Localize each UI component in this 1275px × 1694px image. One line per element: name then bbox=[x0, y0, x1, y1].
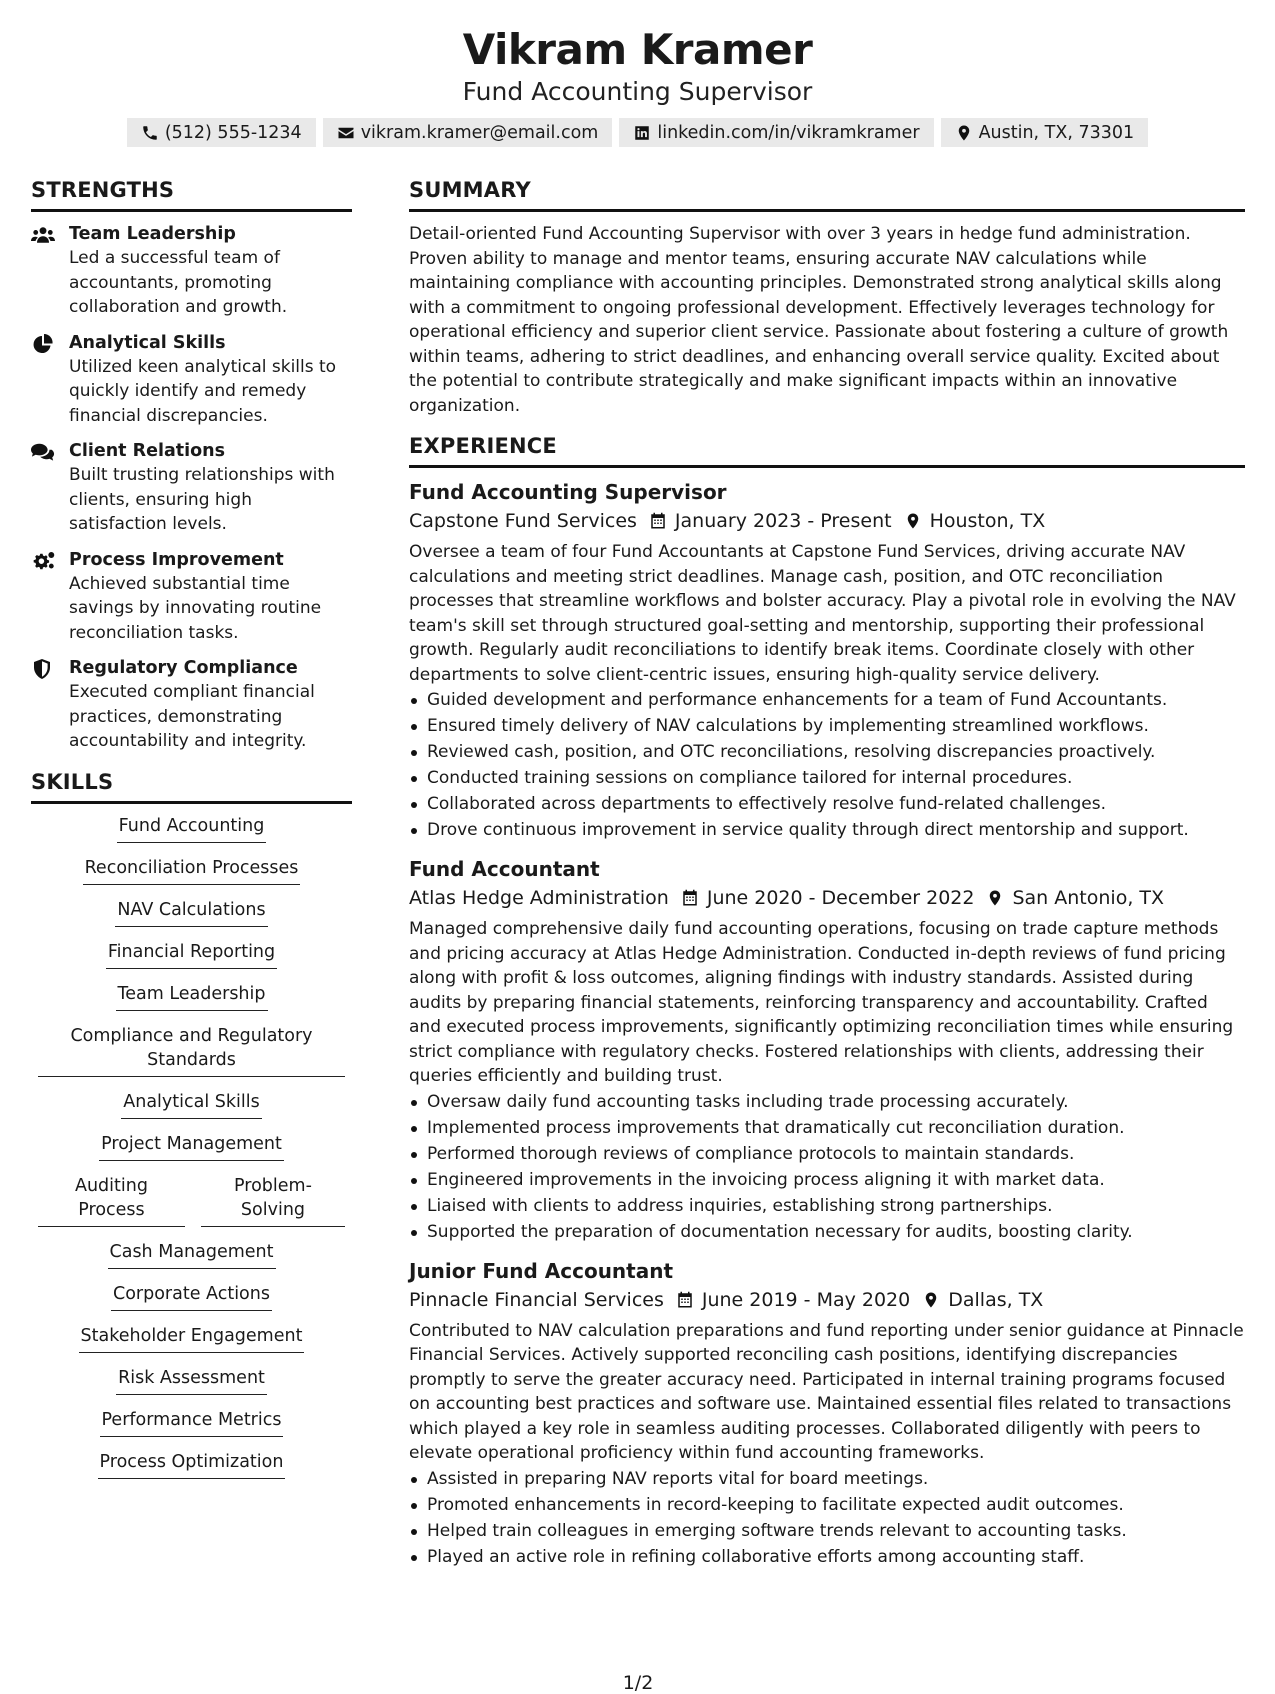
comments-icon bbox=[31, 442, 55, 462]
job-bullets bbox=[409, 1089, 1245, 1245]
job-location: San Antonio, TX bbox=[1012, 887, 1165, 909]
strength-description: Achieved substantial time savings by innovating routine reconciliation tasks. bbox=[69, 573, 322, 643]
skill-tag: Auditing Process bbox=[38, 1174, 185, 1227]
job-bullets bbox=[409, 687, 1245, 843]
skill-tag: Performance Metrics bbox=[100, 1408, 284, 1437]
strength-title: Client Relations bbox=[69, 441, 226, 461]
job-bullet: Oversaw daily fund accounting tasks including trade processing accurately. bbox=[409, 1089, 1245, 1115]
job-bullet: Promoted enhancements in record-keeping to facilitate expected audit outcomes. bbox=[409, 1492, 1245, 1518]
job-bullet: Ensured timely delivery of NAV calculations by implementing streamlined workflows. bbox=[409, 713, 1245, 739]
skills-heading: SKILLS bbox=[31, 768, 352, 804]
candidate-name: Vikram Kramer bbox=[462, 25, 813, 74]
skill-tag: Cash Management bbox=[108, 1240, 276, 1269]
job-entry bbox=[409, 855, 1245, 1245]
job-dates: June 2020 - December 2022 bbox=[706, 887, 975, 909]
calendar-icon bbox=[649, 512, 667, 530]
job-location: Houston, TX bbox=[929, 510, 1046, 532]
skills-section bbox=[31, 768, 352, 1479]
job-description: Oversee a team of four Fund Accountants at Capstone Fund Services, driving accurate NAV calculations and meeting strict deadlines. Manage cash, position, and OTC reconciliation processes that streamline workflows and bolster accuracy. Play a pivotal role in evolving the NAV team's skill set through structured goal-setting and mentorship, supporting their professional growth. Regularly audit reconciliations to identify break items. Coordinate closely with other departments to solve client-centric issues, ensuring high-quality service delivery. bbox=[409, 542, 1236, 685]
job-bullets bbox=[409, 1466, 1245, 1570]
strength-item bbox=[31, 548, 352, 646]
job-bullet: Helped train colleagues in emerging software trends relevant to accounting tasks. bbox=[409, 1518, 1245, 1544]
strengths-heading: STRENGTHS bbox=[31, 176, 352, 212]
calendar-icon bbox=[676, 1291, 694, 1309]
calendar-icon bbox=[681, 889, 699, 907]
job-bullet: Liaised with clients to address inquiries, establishing strong partnerships. bbox=[409, 1193, 1245, 1219]
job-bullet: Engineered improvements in the invoicing process aligning it with market data. bbox=[409, 1167, 1245, 1193]
skills-list bbox=[31, 814, 352, 1479]
map-pin-icon bbox=[904, 512, 922, 530]
right-column bbox=[409, 176, 1245, 1582]
skill-tag: Stakeholder Engagement bbox=[79, 1324, 305, 1353]
strength-title: Regulatory Compliance bbox=[69, 658, 298, 678]
strength-description: Led a successful team of accountants, promoting collaboration and growth. bbox=[69, 248, 288, 317]
skill-tag: Project Management bbox=[99, 1132, 284, 1161]
job-bullet: Guided development and performance enhancements for a team of Fund Accountants. bbox=[409, 687, 1245, 713]
job-title: Fund Accountant bbox=[409, 857, 600, 881]
experience-heading: EXPERIENCE bbox=[409, 432, 1245, 468]
strength-description: Utilized keen analytical skills to quickly identify and remedy financial discrepancies. bbox=[69, 356, 337, 426]
skill-tag: Process Optimization bbox=[98, 1450, 286, 1479]
contact-bar bbox=[0, 118, 1275, 147]
job-bullet: Drove continuous improvement in service quality through direct mentorship and support. bbox=[409, 817, 1245, 843]
map-pin-icon bbox=[986, 889, 1004, 907]
map-pin-icon bbox=[922, 1291, 940, 1309]
skill-tag: Corporate Actions bbox=[111, 1282, 272, 1311]
strength-description: Built trusting relationships with clients, ensuring high satisfaction levels. bbox=[69, 465, 335, 534]
job-meta bbox=[409, 1285, 1245, 1315]
summary-heading: SUMMARY bbox=[409, 176, 1245, 212]
job-dates: June 2019 - May 2020 bbox=[701, 1288, 911, 1311]
skill-tag: Reconciliation Processes bbox=[83, 856, 301, 885]
contact-linkedin[interactable] bbox=[619, 118, 933, 147]
job-description: Contributed to NAV calculation preparations and fund reporting under senior guidance at Pinnacle Financial Services. Actively supported reconciling cash positions, identifying discrepancies promptly to serve the greater accuracy need. Participated in internal training programs focused on accounting best practices and software use. Maintained essential files related to transactions which played a key role in seamless auditing processes. Collaborated diligently with peers to elevate operational proficiency within fund accounting frameworks. bbox=[409, 1320, 1244, 1463]
strength-title: Team Leadership bbox=[69, 224, 236, 244]
job-company: Capstone Fund Services bbox=[409, 510, 637, 532]
summary-text: Detail-oriented Fund Accounting Supervisor with over 3 years in hedge fund administration. Proven ability to manage and mentor teams, ensuring accurate NAV calculations while maintaining compliance with accounting principles. Demonstrated strong analytical skills along with a commitment to ongoing professional development. Effectively leverages technology for operational efficiency and superior client service. Passionate about fostering a culture of growth within teams, adhering to strict deadlines, and enhancing overall service quality. Excited about the potential to contribute strategically and make significant impacts within an innovative organization. bbox=[409, 224, 1229, 416]
job-meta bbox=[409, 883, 1245, 913]
job-bullet: Performed thorough reviews of compliance protocols to maintain standards. bbox=[409, 1141, 1245, 1167]
skill-tag: Fund Accounting bbox=[117, 814, 267, 843]
job-title: Fund Accounting Supervisor bbox=[409, 480, 727, 504]
phone-icon bbox=[141, 124, 159, 142]
job-description: Managed comprehensive daily fund accounting operations, focusing on trade capture methods and pricing accuracy at Atlas Hedge Administration. Conducted in-depth reviews of fund pricing along with profit & loss outcomes, aligning findings with industry standards. Assisted during audits by preparing financial statements, reinforcing transparency and accountability. Crafted and executed process improvements, significantly optimizing reconciliation times while ensuring strict compliance with regulatory checks. Fostered relationships with clients, addressing their queries efficiently and building trust. bbox=[409, 919, 1234, 1086]
contact-text: vikram.kramer@email.com bbox=[360, 122, 599, 143]
page-number: 1/2 bbox=[622, 1672, 654, 1694]
job-bullet: Implemented process improvements that dramatically cut reconciliation duration. bbox=[409, 1115, 1245, 1141]
strength-title: Analytical Skills bbox=[69, 332, 226, 353]
skill-tag: NAV Calculations bbox=[115, 898, 267, 927]
contact-text: Austin, TX, 73301 bbox=[978, 122, 1135, 143]
job-bullet: Conducted training sessions on compliance tailored for internal procedures. bbox=[409, 765, 1245, 791]
skill-tag: Problem-Solving bbox=[201, 1174, 345, 1227]
skill-tag: Risk Assessment bbox=[116, 1366, 267, 1395]
job-bullet: Reviewed cash, position, and OTC reconciliations, resolving discrepancies proactively. bbox=[409, 739, 1245, 765]
job-bullet: Assisted in preparing NAV reports vital for board meetings. bbox=[409, 1466, 1245, 1492]
skill-tag: Analytical Skills bbox=[121, 1090, 261, 1119]
contact-location bbox=[941, 118, 1149, 147]
job-entry bbox=[409, 1257, 1245, 1570]
job-company: Atlas Hedge Administration bbox=[409, 887, 669, 909]
job-dates: January 2023 - Present bbox=[674, 510, 892, 532]
skill-tag: Compliance and Regulatory Standards bbox=[38, 1024, 345, 1077]
strength-item bbox=[31, 439, 352, 537]
contact-email[interactable] bbox=[323, 118, 613, 147]
pie-chart-icon bbox=[31, 334, 55, 354]
job-title: Junior Fund Accountant bbox=[409, 1258, 674, 1283]
strength-item bbox=[31, 331, 352, 429]
skill-tag: Financial Reporting bbox=[106, 940, 277, 969]
contact-text: linkedin.com/in/vikramkramer bbox=[657, 122, 920, 143]
strength-item bbox=[31, 222, 352, 320]
candidate-role: Fund Accounting Supervisor bbox=[462, 77, 813, 106]
contact-phone bbox=[127, 118, 316, 147]
job-entry bbox=[409, 478, 1245, 843]
strength-item bbox=[31, 656, 352, 754]
envelope-icon bbox=[337, 124, 355, 142]
job-bullet: Supported the preparation of documentation necessary for audits, boosting clarity. bbox=[409, 1219, 1245, 1245]
resume-header bbox=[0, 0, 1275, 147]
job-bullet: Played an active role in refining collaborative efforts among accounting staff. bbox=[409, 1544, 1245, 1570]
gears-icon bbox=[31, 551, 55, 571]
linkedin-icon bbox=[633, 124, 651, 142]
strength-description: Executed compliant financial practices, demonstrating accountability and integrity. bbox=[69, 682, 315, 751]
shield-icon bbox=[31, 659, 55, 679]
users-icon bbox=[31, 225, 55, 245]
map-pin-icon bbox=[955, 124, 973, 142]
job-location: Dallas, TX bbox=[948, 1288, 1044, 1311]
skill-tag: Team Leadership bbox=[116, 982, 268, 1011]
job-bullet: Collaborated across departments to effectively resolve fund-related challenges. bbox=[409, 791, 1245, 817]
strength-title: Process Improvement bbox=[69, 549, 284, 570]
job-company: Pinnacle Financial Services bbox=[409, 1288, 664, 1311]
left-column bbox=[31, 176, 352, 1492]
contact-text: (512) 555-1234 bbox=[164, 122, 302, 143]
job-meta bbox=[409, 506, 1245, 536]
